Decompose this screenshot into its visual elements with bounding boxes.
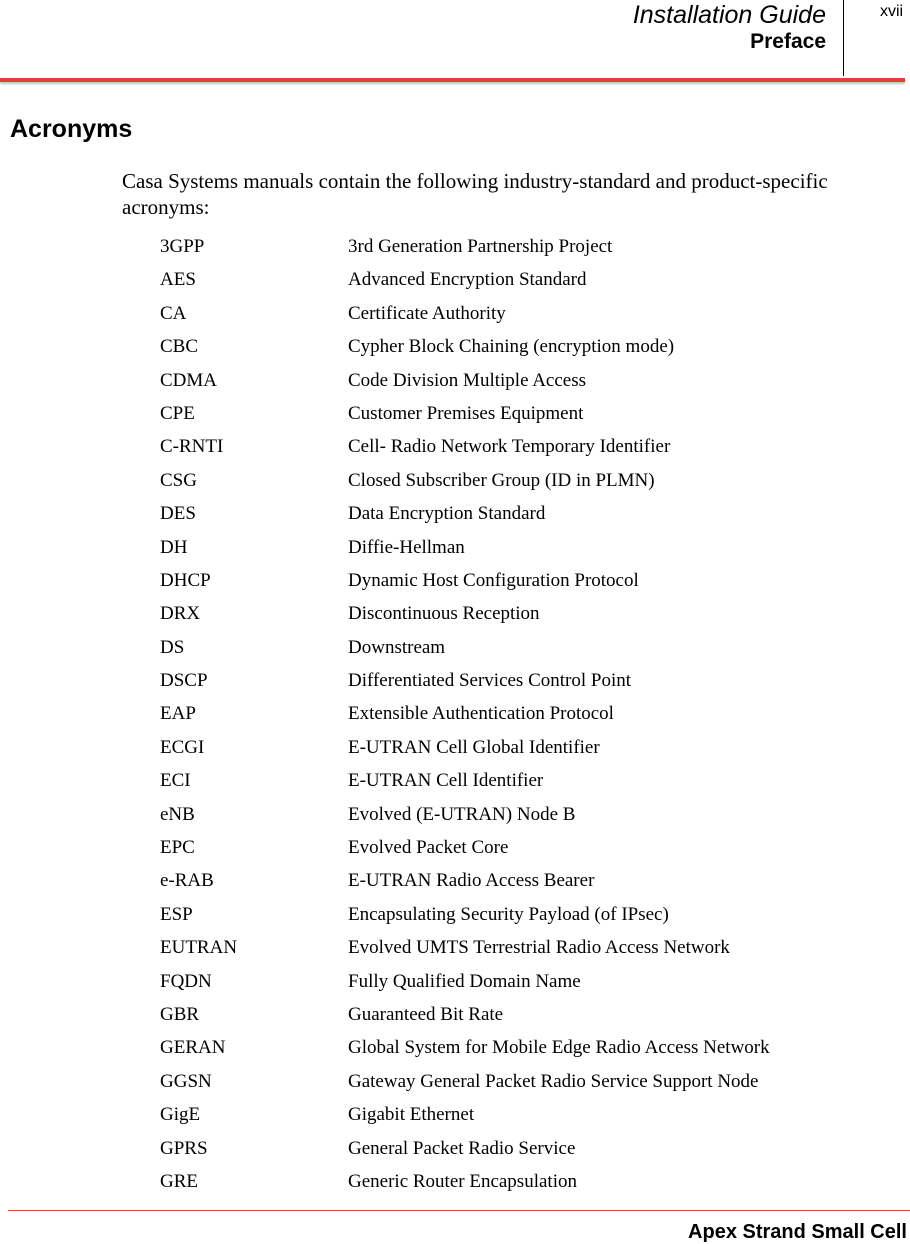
product-name: Apex Strand Small Cell xyxy=(688,1221,907,1243)
acronym-row xyxy=(0,1000,910,1033)
acronym-definition: Guaranteed Bit Rate xyxy=(348,1003,504,1025)
acronym-definition: Customer Premises Equipment xyxy=(348,402,584,424)
acronym-definition: Dynamic Host Configuration Protocol xyxy=(348,569,639,591)
acronym-definition: Evolved (E-UTRAN) Node B xyxy=(348,803,576,825)
acronym-row xyxy=(0,1167,910,1200)
acronym-abbreviation: FQDN xyxy=(160,970,212,992)
acronym-definition: Generic Router Encapsulation xyxy=(348,1170,577,1192)
acronym-row xyxy=(0,533,910,566)
acronym-row xyxy=(0,1134,910,1167)
acronym-row xyxy=(0,232,910,265)
acronym-definition: Gigabit Ethernet xyxy=(348,1104,475,1126)
acronym-definition: Downstream xyxy=(348,636,446,658)
acronym-definition: Certificate Authority xyxy=(348,302,506,324)
acronym-abbreviation: DHCP xyxy=(160,569,211,591)
acronym-definition: Fully Qualified Domain Name xyxy=(348,970,581,992)
acronym-row xyxy=(0,499,910,532)
acronym-row xyxy=(0,1100,910,1133)
acronym-abbreviation: ESP xyxy=(160,903,193,925)
acronym-definition: Global System for Mobile Edge Radio Access Network xyxy=(348,1037,770,1059)
acronym-definition: E-UTRAN Cell Global Identifier xyxy=(348,736,600,758)
acronym-definition: Extensible Authentication Protocol xyxy=(348,703,614,725)
acronym-definition: E-UTRAN Radio Access Bearer xyxy=(348,870,595,892)
acronym-abbreviation: EPC xyxy=(160,837,195,859)
acronym-row xyxy=(0,666,910,699)
acronym-abbreviation: AES xyxy=(160,269,196,291)
acronym-row xyxy=(0,299,910,332)
section-heading: Acronyms xyxy=(10,115,133,143)
acronym-row xyxy=(0,566,910,599)
acronym-row xyxy=(0,766,910,799)
header-rule xyxy=(0,78,905,82)
acronym-definition: Encapsulating Security Payload (of IPsec) xyxy=(348,903,669,925)
acronym-abbreviation: ECGI xyxy=(160,736,205,758)
acronym-definition: Evolved Packet Core xyxy=(348,837,509,859)
acronym-definition: Differentiated Services Control Point xyxy=(348,670,632,692)
acronym-abbreviation: DS xyxy=(160,636,185,658)
acronym-definition: Diffie-Hellman xyxy=(348,536,465,558)
acronym-abbreviation: GPRS xyxy=(160,1137,208,1159)
acronym-definition: Closed Subscriber Group (ID in PLMN) xyxy=(348,469,655,491)
acronym-row xyxy=(0,933,910,966)
footer-rule xyxy=(8,1210,910,1211)
acronym-abbreviation: EUTRAN xyxy=(160,937,238,959)
acronym-row xyxy=(0,900,910,933)
acronym-abbreviation: GGSN xyxy=(160,1070,212,1092)
document-title: Installation Guide xyxy=(632,1,826,29)
acronym-abbreviation: DES xyxy=(160,503,196,525)
acronym-row xyxy=(0,432,910,465)
acronym-abbreviation: GigE xyxy=(160,1104,201,1126)
acronym-abbreviation: CBC xyxy=(160,336,199,358)
acronym-row xyxy=(0,833,910,866)
acronym-definition: Cypher Block Chaining (encryption mode) xyxy=(348,336,675,358)
acronym-row xyxy=(0,800,910,833)
acronym-abbreviation: 3GPP xyxy=(160,236,205,257)
acronym-row xyxy=(0,366,910,399)
acronym-definition: Data Encryption Standard xyxy=(348,503,546,525)
header-divider xyxy=(843,0,844,76)
acronym-abbreviation: GRE xyxy=(160,1170,198,1192)
acronym-definition: Gateway General Packet Radio Service Support Node xyxy=(348,1070,759,1092)
acronym-row xyxy=(0,967,910,1000)
acronym-abbreviation: GBR xyxy=(160,1003,200,1025)
acronym-abbreviation: CPE xyxy=(160,402,195,424)
acronym-abbreviation: ECI xyxy=(160,770,191,792)
acronym-row xyxy=(0,699,910,732)
acronym-definition: E-UTRAN Cell Identifier xyxy=(348,770,544,792)
acronym-definition: Cell- Radio Network Temporary Identifier xyxy=(348,436,671,458)
acronym-list xyxy=(0,232,910,1200)
acronym-definition: Evolved UMTS Terrestrial Radio Access Network xyxy=(348,937,730,959)
page-number: xvii xyxy=(880,3,904,20)
chapter-name: Preface xyxy=(750,30,826,53)
acronym-abbreviation: CA xyxy=(160,302,187,324)
acronym-abbreviation: C-RNTI xyxy=(160,436,224,458)
acronym-row xyxy=(0,1033,910,1066)
acronym-abbreviation: CSG xyxy=(160,469,197,491)
acronym-row xyxy=(0,466,910,499)
acronym-row xyxy=(0,599,910,632)
acronym-definition: 3rd Generation Partnership Project xyxy=(348,236,613,257)
intro-paragraph: Casa Systems manuals contain the following industry-standard and product-specific acronyms: xyxy=(122,169,828,219)
acronym-abbreviation: DRX xyxy=(160,603,201,625)
acronym-abbreviation: e-RAB xyxy=(160,870,214,892)
acronym-abbreviation: DSCP xyxy=(160,670,208,692)
acronym-row xyxy=(0,265,910,298)
acronym-abbreviation: EAP xyxy=(160,703,196,725)
acronym-definition: Discontinuous Reception xyxy=(348,603,540,625)
acronym-row xyxy=(0,633,910,666)
acronym-abbreviation: GERAN xyxy=(160,1037,226,1059)
acronym-row xyxy=(0,866,910,899)
acronym-abbreviation: DH xyxy=(160,536,188,558)
acronym-definition: Code Division Multiple Access xyxy=(348,369,587,391)
acronym-row xyxy=(0,1067,910,1100)
acronym-row xyxy=(0,332,910,365)
acronym-row xyxy=(0,399,910,432)
acronym-definition: Advanced Encryption Standard xyxy=(348,269,587,291)
acronym-abbreviation: eNB xyxy=(160,803,195,825)
acronym-row xyxy=(0,733,910,766)
acronym-abbreviation: CDMA xyxy=(160,369,218,391)
acronym-definition: General Packet Radio Service xyxy=(348,1137,576,1159)
